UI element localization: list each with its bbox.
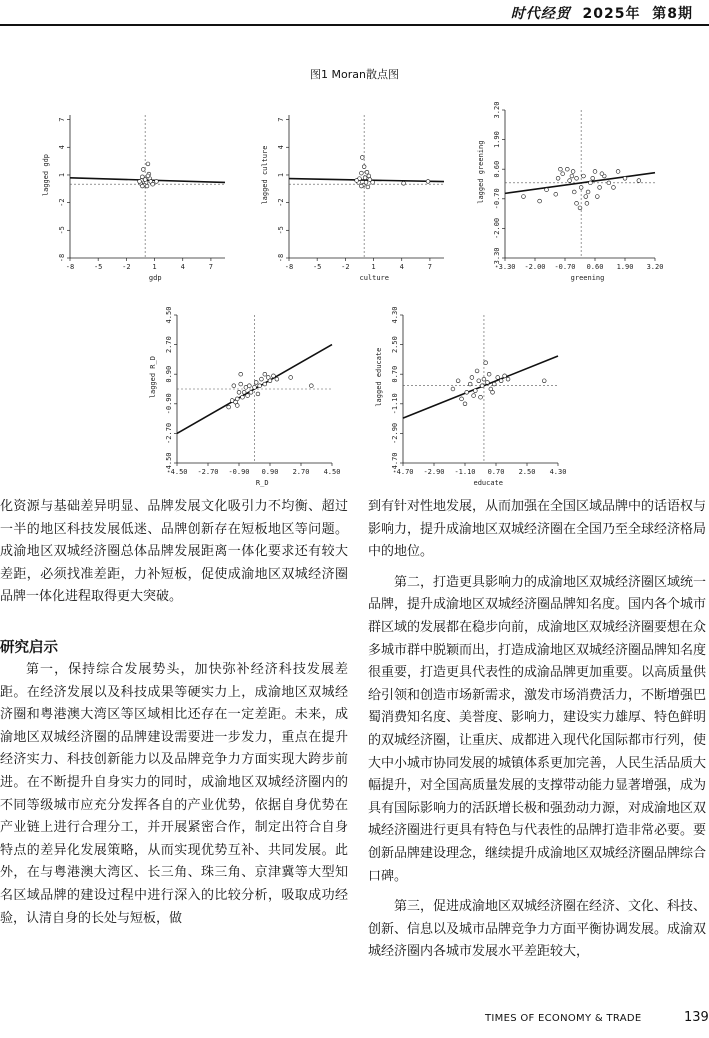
- x-tick-label: 2.50: [518, 468, 536, 476]
- right-column: [368, 496, 706, 964]
- data-point: [484, 361, 488, 365]
- moran-plot-educate: [363, 305, 578, 490]
- y-tick-label: 4: [58, 145, 66, 150]
- y-tick-label: 7: [58, 117, 66, 122]
- data-point: [585, 201, 589, 205]
- y-axis-label: lagged educate: [375, 347, 383, 407]
- footer-journal-en: TIMES OF ECONOMY & TRADE: [485, 1013, 642, 1024]
- data-point: [355, 179, 359, 183]
- data-point: [402, 181, 406, 185]
- right-paragraph-2: 第二，打造更具影响力的成渝地区双城经济圈区域统一品牌，提升成渝地区双城经济圈品牌知名度。国内各个城市群区域的发展都在稳步向前，成渝地区双城经济圈要想在众多城市群中脱颖而出，打造成渝地区双城经济圈品牌知名度很重要，打造更具代表性的成渝品牌更加重要。以高质量供给引领和创造市场新需求，激发市场消费活力，不断增强巴蜀消费知名度、美誉度、影响力，建设实力雄厚、特色鲜明的双城经济圈，让重庆、成都进入现代化国际都市行列，使大中小城市协同发展的城镇体系更加完善，人民生活品质大幅提升，对全国高质量发展的支撑带动能力显著增强，成为具有国际影响力的活跃增长极和强劲动力源，对成渝地区双城经济圈进行更具有特色与代表性的品牌打造非常必要。要创新品牌建设理念，继续提升成渝地区双城经济圈品牌综合口碑。: [368, 574, 707, 884]
- right-paragraph-1: 到有针对性地发展，从而加强在全国区域品牌中的话语权与影响力，提升成渝地区双城经济圈在全国乃至全球经济格局中的地位。: [368, 499, 707, 560]
- x-axis-label: educate: [473, 479, 504, 487]
- data-point: [496, 376, 500, 380]
- data-point: [612, 186, 616, 190]
- data-point: [598, 186, 602, 190]
- y-tick-label: 1: [277, 172, 285, 178]
- y-tick-label: 4.30: [391, 306, 399, 324]
- moran-plot-gdp: [35, 105, 240, 295]
- data-point: [538, 199, 542, 203]
- y-tick-label: -0.90: [165, 393, 173, 415]
- data-point: [366, 185, 370, 189]
- y-tick-label: 1: [58, 172, 66, 178]
- x-tick-label: -2: [122, 263, 131, 271]
- journal-header: [511, 3, 693, 23]
- data-point: [477, 379, 481, 383]
- data-point: [140, 184, 144, 188]
- data-point: [616, 170, 620, 174]
- data-point: [258, 384, 262, 388]
- y-tick-label: 4.50: [165, 306, 173, 324]
- data-point: [359, 184, 363, 188]
- data-point: [572, 190, 576, 194]
- x-tick-label: 0.60: [586, 263, 604, 271]
- x-tick-label: 4: [399, 263, 404, 271]
- data-point: [146, 174, 150, 178]
- data-point: [593, 170, 597, 174]
- moran-plot-rd: [142, 305, 347, 490]
- x-tick-label: 4.50: [323, 468, 341, 476]
- y-tick-label: 2.50: [391, 336, 399, 354]
- data-point: [268, 379, 272, 383]
- x-tick-label: -5: [93, 263, 103, 271]
- header-rule: [0, 24, 709, 26]
- x-tick-label: 1: [371, 263, 376, 271]
- data-point: [138, 180, 142, 184]
- y-tick-label: -5: [58, 226, 66, 235]
- data-point: [578, 206, 582, 210]
- data-point: [309, 384, 313, 388]
- data-point: [485, 381, 489, 385]
- data-point: [451, 387, 455, 391]
- data-point: [575, 201, 579, 205]
- x-axis-label: culture: [359, 274, 390, 282]
- x-tick-label: -2.00: [524, 263, 546, 271]
- x-tick-label: 7: [208, 263, 214, 271]
- x-tick-label: -5: [312, 263, 322, 271]
- data-point: [155, 180, 159, 184]
- x-tick-label: 0.70: [487, 468, 505, 476]
- plot-area-greening: [477, 102, 663, 282]
- x-tick-label: 1: [152, 263, 157, 271]
- data-point: [360, 156, 364, 160]
- y-tick-label: 4: [277, 145, 285, 150]
- data-point: [556, 176, 560, 180]
- y-tick-label: -2: [277, 198, 285, 207]
- data-point: [272, 374, 276, 378]
- y-tick-label: 2.70: [165, 336, 173, 354]
- data-point: [242, 390, 246, 394]
- data-point: [595, 195, 599, 199]
- data-point: [575, 176, 579, 180]
- x-axis-label: R_D: [255, 479, 269, 487]
- moran-plot-culture: [254, 105, 459, 295]
- data-point: [637, 179, 641, 183]
- data-point: [465, 390, 469, 394]
- data-point: [607, 181, 611, 185]
- y-tick-label: 1.90: [493, 131, 501, 149]
- journal-issue: 第8期: [652, 6, 693, 22]
- moran-plot-greening: [470, 98, 675, 295]
- data-point: [623, 176, 627, 180]
- regression-line: [505, 173, 655, 194]
- data-point: [545, 188, 549, 192]
- data-point: [586, 190, 590, 194]
- data-point: [232, 384, 236, 388]
- x-tick-label: -0.90: [228, 468, 250, 476]
- y-tick-label: -5: [277, 226, 285, 235]
- journal-name: 时代经贸: [510, 6, 571, 22]
- y-tick-label: -2.90: [391, 422, 399, 444]
- data-point: [241, 395, 245, 399]
- data-point: [237, 390, 241, 394]
- data-point: [492, 382, 496, 386]
- data-point: [468, 382, 472, 386]
- figure-caption: 图1 Moran散点图: [310, 68, 399, 81]
- data-point: [235, 404, 239, 408]
- data-point: [588, 181, 592, 185]
- data-point: [254, 381, 258, 385]
- data-point: [145, 184, 149, 188]
- plot-area-rd: [149, 307, 340, 487]
- y-tick-label: -4.50: [165, 452, 173, 474]
- plot-area-gdp: [42, 115, 225, 282]
- data-point: [359, 171, 363, 175]
- x-tick-label: 4.30: [549, 468, 567, 476]
- right-paragraph-3: 第三，促进成渝地区双城经济圈在经济、文化、科技、创新、信息以及城市品牌竞争力方面平衡协调发展。成渝双城经济圈内各城市发展水平差距较大，: [368, 899, 707, 960]
- y-axis-label: lagged culture: [261, 145, 269, 205]
- page-header: [0, 0, 709, 26]
- data-point: [143, 178, 147, 182]
- x-tick-label: 0.90: [261, 468, 279, 476]
- data-point: [249, 390, 253, 394]
- data-point: [239, 382, 243, 386]
- x-axis-label: gdp: [148, 274, 162, 282]
- data-point: [584, 195, 588, 199]
- data-point: [482, 377, 486, 381]
- data-point: [570, 174, 574, 178]
- data-point: [151, 182, 155, 186]
- x-tick-label: 7: [427, 263, 433, 271]
- journal-year: 2025年: [582, 6, 641, 22]
- section-heading: 研究启示: [0, 639, 58, 656]
- data-point: [426, 180, 430, 184]
- data-point: [473, 389, 477, 393]
- data-point: [460, 397, 464, 401]
- y-axis-label: lagged greening: [477, 140, 485, 204]
- y-axis-label: lagged gdp: [42, 153, 50, 197]
- data-point: [506, 377, 510, 381]
- x-tick-label: -3.30: [494, 263, 516, 271]
- data-point: [362, 165, 366, 169]
- data-point: [487, 372, 491, 376]
- y-axis-label: lagged R_D: [149, 356, 157, 399]
- y-tick-label: -8: [277, 253, 285, 263]
- data-point: [463, 402, 467, 406]
- y-tick-label: 0.70: [391, 365, 399, 383]
- y-tick-label: -0.70: [493, 188, 501, 210]
- data-point: [246, 394, 250, 398]
- y-tick-label: 0.60: [493, 160, 501, 178]
- data-point: [141, 168, 145, 172]
- data-point: [558, 167, 562, 171]
- data-point: [235, 397, 239, 401]
- data-point: [227, 405, 231, 409]
- data-point: [542, 379, 546, 383]
- x-tick-label: 2.70: [292, 468, 310, 476]
- data-point: [499, 379, 503, 383]
- data-point: [253, 385, 257, 389]
- y-tick-label: -2.70: [165, 422, 173, 444]
- x-tick-label: 3.20: [646, 263, 664, 271]
- left-paragraph-2: 第一，保持综合发展势头，加快弥补经济科技发展差距。在经济发展以及科技成果等硬实力上，成渝地区双城经济圈和粤港澳大湾区等区域相比还存在一定差距。未来，成渝地区双城经济圈的品牌建设需要进一步发力，重点在提升经济实力、科技创新能力以及品牌竞争力方面实现大跨步前进。在不断提升自身实力的同时，成渝地区双城经济圈内的不同等级城市应充分发挥各自的产业优势，依据自身优势在产业链上进行合理分工，并开展紧密合作，制定出符合自身特点的差异化发展策略，从而实现优势互补、共同发展。此外，在与粤港澳大湾区、长三角、珠三角、京津冀等大型知名区域品牌的建设过程中进行深入的比较分析，吸取成功经验，认清自身的长处与短板，做: [0, 661, 348, 926]
- x-tick-label: -2: [341, 263, 350, 271]
- data-point: [256, 392, 260, 396]
- x-tick-label: -8: [284, 263, 294, 271]
- data-point: [367, 174, 371, 178]
- data-point: [371, 180, 375, 184]
- data-point: [472, 394, 476, 398]
- data-point: [568, 179, 572, 183]
- y-tick-label: 0.90: [165, 365, 173, 383]
- left-paragraph-1: 化资源与基础差异明显、品牌发展文化吸引力不均衡、超过一半的地区科技发展低迷、品牌创新存在短板地区等问题。成渝地区双城经济圈总体品牌发展距离一体化要求还有较大差距，必须找准差距，力补短板，促使成渝地区双城经济圈品牌一体化进程取得更大突破。: [0, 499, 348, 605]
- x-tick-label: -4.70: [392, 468, 414, 476]
- data-point: [522, 195, 526, 199]
- data-point: [571, 170, 575, 174]
- data-point: [363, 176, 367, 180]
- data-point: [259, 377, 263, 381]
- data-point: [247, 384, 251, 388]
- data-point: [591, 176, 595, 180]
- y-tick-label: 3.20: [493, 101, 501, 119]
- data-point: [263, 382, 267, 386]
- plot-area-educate: [375, 307, 566, 487]
- y-tick-label: -4.70: [391, 452, 399, 474]
- x-tick-label: -2.90: [423, 468, 445, 476]
- y-tick-label: -8: [58, 253, 66, 263]
- data-point: [456, 379, 460, 383]
- y-tick-label: -3.30: [493, 247, 501, 269]
- left-column: [0, 496, 348, 930]
- data-point: [365, 170, 369, 174]
- data-point: [289, 376, 293, 380]
- data-point: [491, 390, 495, 394]
- page-number: 139: [684, 1010, 709, 1025]
- x-tick-label: -2.70: [197, 468, 219, 476]
- data-point: [582, 174, 586, 178]
- data-point: [480, 384, 484, 388]
- data-point: [275, 377, 279, 381]
- x-tick-label: -8: [65, 263, 75, 271]
- x-tick-label: -1.10: [454, 468, 476, 476]
- data-point: [475, 369, 479, 373]
- x-tick-label: -4.50: [166, 468, 188, 476]
- data-point: [263, 372, 267, 376]
- data-point: [600, 172, 604, 176]
- data-point: [479, 395, 483, 399]
- data-point: [470, 376, 474, 380]
- y-tick-label: -2.00: [493, 217, 501, 239]
- data-point: [146, 162, 150, 166]
- x-tick-label: 1.90: [616, 263, 634, 271]
- data-point: [579, 186, 583, 190]
- regression-line: [403, 356, 558, 418]
- y-tick-label: 7: [277, 117, 285, 122]
- plot-area-culture: [261, 115, 444, 282]
- x-tick-label: 4: [180, 263, 185, 271]
- data-point: [503, 374, 507, 378]
- y-tick-label: -2: [58, 198, 66, 207]
- x-tick-label: -0.70: [554, 263, 576, 271]
- x-axis-label: greening: [570, 274, 605, 282]
- data-point: [554, 192, 558, 196]
- data-point: [239, 372, 243, 376]
- y-tick-label: -1.10: [391, 393, 399, 415]
- data-point: [561, 172, 565, 176]
- data-point: [565, 167, 569, 171]
